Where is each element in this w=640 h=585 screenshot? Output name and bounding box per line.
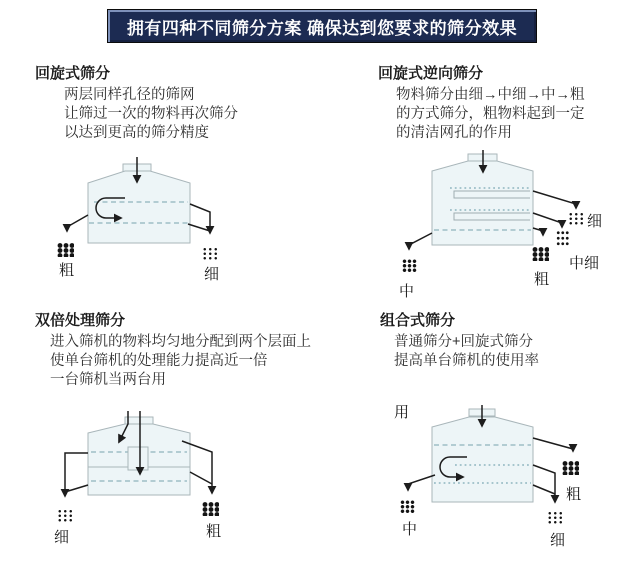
coarse-output-label: 粗 (566, 487, 582, 503)
description-line: 提高单台筛机的使用率 (394, 353, 539, 369)
fine-particles-icon (57, 509, 73, 522)
section-heading: 组合式筛分 (380, 312, 456, 329)
fine-output-label: 细 (54, 530, 70, 546)
description-line: 普通筛分+回旋式筛分 (394, 334, 533, 350)
machine-body (432, 417, 533, 502)
inlet-chute (125, 417, 153, 424)
stray-character: 用 (394, 405, 410, 421)
description-line: 使单台筛机的处理能力提高近一倍 (50, 353, 268, 369)
section-description (50, 333, 311, 390)
coarse-outlet-arrow (533, 228, 543, 235)
medium-output-label: 中 (402, 522, 418, 538)
coarse-particles-icon (57, 243, 74, 257)
coarse-output-label: 粗 (59, 263, 75, 279)
title-banner (107, 9, 537, 43)
coarse-particles-icon (202, 502, 219, 516)
fine-outlet-branch (188, 224, 210, 231)
coarse-output-label: 粗 (206, 524, 222, 540)
description-line: 进入筛机的物料均匀地分配到两个层面上 (50, 334, 311, 350)
section-description (396, 86, 585, 143)
description-line: 物料筛分由细→中细→中→粗 (396, 87, 585, 103)
fine-output-label: 细 (204, 267, 220, 283)
fine-outlet-arrow (533, 465, 555, 502)
medium-particles-icon (400, 500, 415, 513)
machine-body (432, 161, 533, 245)
fine-output-label: 细 (550, 533, 566, 549)
fine-outlet-arrow (190, 204, 210, 233)
section-heading: 回旋式筛分 (35, 65, 111, 82)
page-title: 拥有四种不同筛分方案 确保达到您要求的筛分效果 (126, 18, 518, 38)
fine-output-label: 细 (587, 214, 603, 230)
medium-outlet-arrow (408, 475, 435, 490)
fine-outlet-branch (65, 485, 88, 492)
section-description (64, 86, 238, 143)
medium-output-label: 中 (399, 284, 415, 300)
fine-outlet-branch (533, 485, 555, 494)
description-line: 一台筛机当两台用 (50, 372, 166, 388)
coarse-outlet-branch (190, 472, 212, 484)
machine-body (88, 171, 190, 243)
fine-particles-icon (202, 247, 218, 260)
bypass-duct (128, 447, 148, 470)
medium-particles-icon (402, 259, 417, 272)
description-line: 两层同样孔径的筛网 (64, 87, 195, 103)
coarse-particles-icon (532, 247, 549, 261)
section-combined-screening (320, 302, 640, 585)
fine-outlet-arrow (65, 453, 88, 496)
section-rotary-screening (0, 55, 320, 302)
fine-particles-icon (547, 511, 563, 524)
description-line: 让筛过一次的物料再次筛分 (64, 106, 238, 122)
coarse-outlet-arrow (67, 215, 88, 231)
coarse-output-label: 粗 (534, 272, 550, 288)
section-heading: 双倍处理筛分 (35, 312, 126, 329)
description-line: 的方式筛分，粗物料起到一定 (396, 106, 585, 122)
fine-outlet-arrow (533, 191, 576, 208)
rotary-screening-diagram (40, 155, 310, 300)
description-line: 的清洁网孔的作用 (396, 125, 512, 141)
section-description (394, 333, 539, 371)
medium-fine-output-label: 中细 (569, 256, 600, 272)
coarse-outlet-arrow (533, 438, 573, 451)
section-double-capacity-screening (0, 302, 320, 585)
coarse-particles-icon (562, 461, 579, 475)
section-heading: 回旋式逆向筛分 (378, 65, 484, 82)
medium-fine-outlet-arrow (533, 213, 562, 227)
fine-particles-icon (568, 212, 584, 225)
medium-outlet-arrow (409, 233, 432, 249)
section-reverse-rotary-screening (320, 55, 640, 302)
description-line: 以达到更高的筛分精度 (64, 125, 209, 141)
double-capacity-diagram (30, 400, 310, 560)
medium-fine-particles-icon (556, 230, 569, 247)
